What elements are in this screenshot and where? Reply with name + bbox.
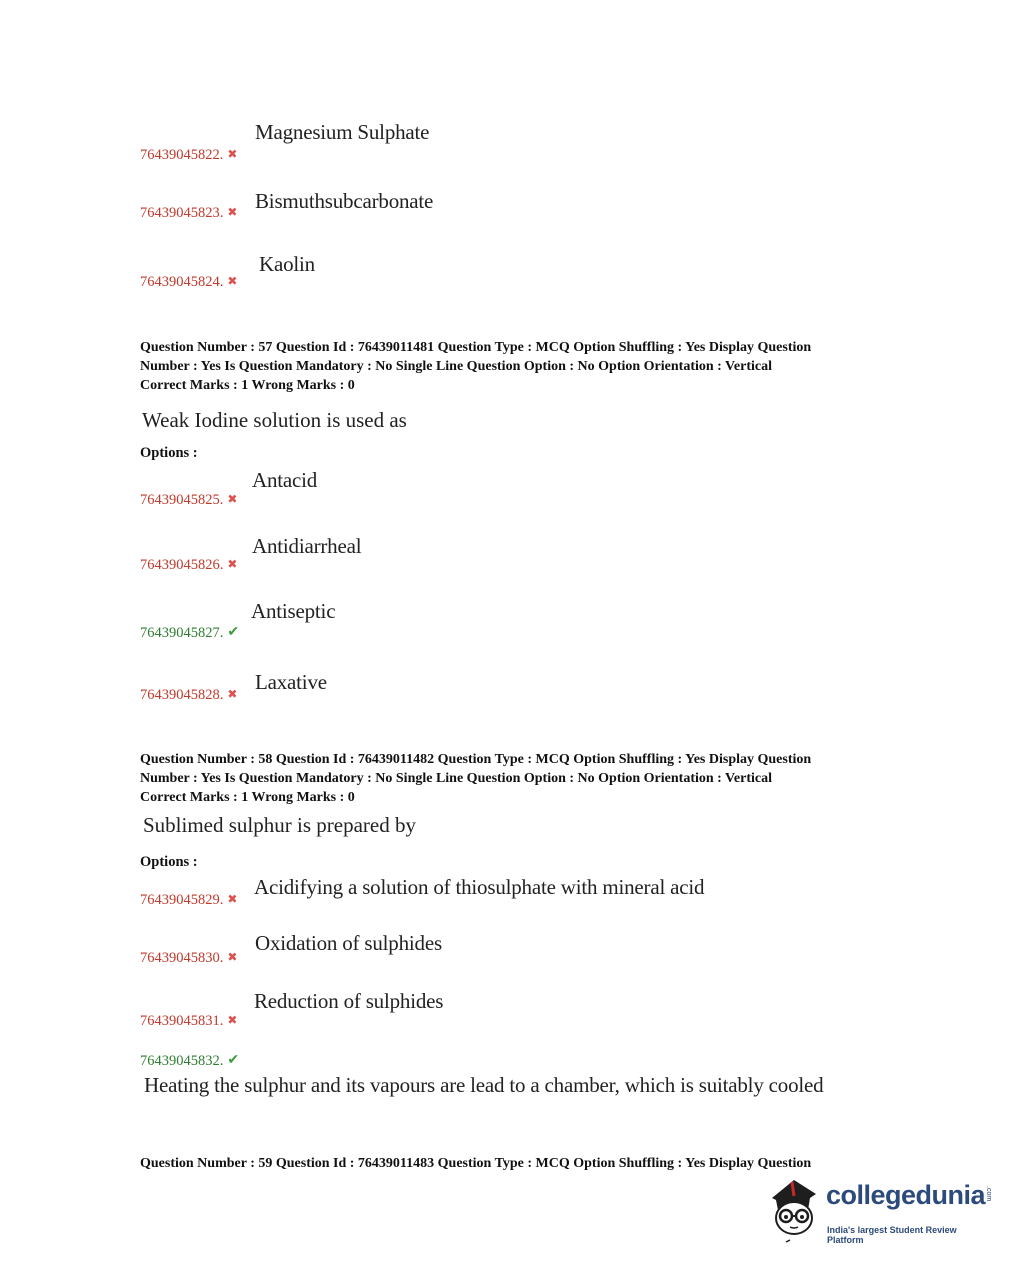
question-text: Weak Iodine solution is used as — [142, 408, 407, 432]
option-text: Bismuthsubcarbonate — [255, 189, 434, 213]
wrong-cross-icon: ✖ — [227, 147, 238, 161]
option-id: 76439045830. ✖ — [140, 950, 238, 966]
option-text: Magnesium Sulphate — [255, 120, 430, 144]
option-id: 76439045825. ✖ — [140, 492, 238, 508]
wrong-cross-icon: ✖ — [227, 492, 238, 506]
wrong-cross-icon: ✖ — [227, 557, 238, 571]
option-text: Laxative — [255, 670, 327, 694]
option-id: 76439045829. ✖ — [140, 892, 238, 908]
question-meta — [140, 751, 900, 808]
option-text: Reduction of sulphides — [254, 989, 444, 1013]
wrong-cross-icon: ✖ — [227, 1013, 238, 1027]
option-id: 76439045831. ✖ — [140, 1013, 238, 1029]
option-id: 76439045824. ✖ — [140, 274, 238, 290]
wrong-cross-icon: ✖ — [227, 950, 238, 964]
option-text: Kaolin — [259, 252, 315, 276]
option-text: Antidiarrheal — [252, 534, 362, 558]
question-meta-line: Number : Yes Is Question Mandatory : No Single Line Question Option : No Option Orientation : Vertical — [140, 770, 772, 786]
correct-check-icon: ✔ — [227, 1053, 240, 1068]
logo-wordmark: collegedunia — [826, 1180, 986, 1210]
option-text: Oxidation of sulphides — [255, 931, 442, 955]
wrong-cross-icon: ✖ — [227, 205, 238, 219]
mascot-icon — [764, 1176, 824, 1246]
question-meta-line: Question Number : 58 Question Id : 76439011482 Question Type : MCQ Option Shuffling : Yes Display Question — [140, 752, 812, 767]
question-meta-line: Number : Yes Is Question Mandatory : No Single Line Question Option : No Option Orientation : Vertical — [140, 358, 772, 374]
question-meta-line: Question Number : 59 Question Id : 76439011483 Question Type : MCQ Option Shuffling : Yes Display Question — [140, 1156, 812, 1171]
question-meta — [140, 1155, 900, 1174]
option-id: 76439045823. ✖ — [140, 205, 238, 221]
option-id: 76439045827. ✔ — [140, 625, 240, 641]
option-text: Acidifying a solution of thiosulphate with mineral acid — [254, 875, 705, 899]
option-text: Antacid — [252, 468, 318, 492]
option-id: 76439045826. ✖ — [140, 557, 238, 573]
correct-check-icon: ✔ — [227, 625, 240, 640]
option-id: 76439045822. ✖ — [140, 147, 238, 163]
option-text: Antiseptic — [251, 599, 336, 623]
options-label: Options : — [140, 854, 198, 870]
collegedunia-logo — [764, 1176, 994, 1246]
question-marks: Correct Marks : 1 Wrong Marks : 0 — [140, 790, 355, 805]
question-marks: Correct Marks : 1 Wrong Marks : 0 — [140, 378, 355, 393]
logo-suffix: .com — [985, 1186, 992, 1202]
question-text: Sublimed sulphur is prepared by — [143, 813, 416, 837]
wrong-cross-icon: ✖ — [227, 687, 238, 701]
option-text: Heating the sulphur and its vapours are lead to a chamber, which is suitably cooled — [144, 1073, 824, 1097]
wrong-cross-icon: ✖ — [227, 274, 238, 288]
option-id: 76439045828. ✖ — [140, 687, 238, 703]
logo-tagline: India's largest Student Review Platform — [827, 1225, 957, 1245]
question-meta-line: Question Number : 57 Question Id : 76439011481 Question Type : MCQ Option Shuffling : Yes Display Question — [140, 340, 812, 355]
option-id: 76439045832. ✔ — [140, 1053, 240, 1069]
wrong-cross-icon: ✖ — [227, 892, 238, 906]
question-meta — [140, 339, 900, 396]
options-label: Options : — [140, 445, 198, 461]
